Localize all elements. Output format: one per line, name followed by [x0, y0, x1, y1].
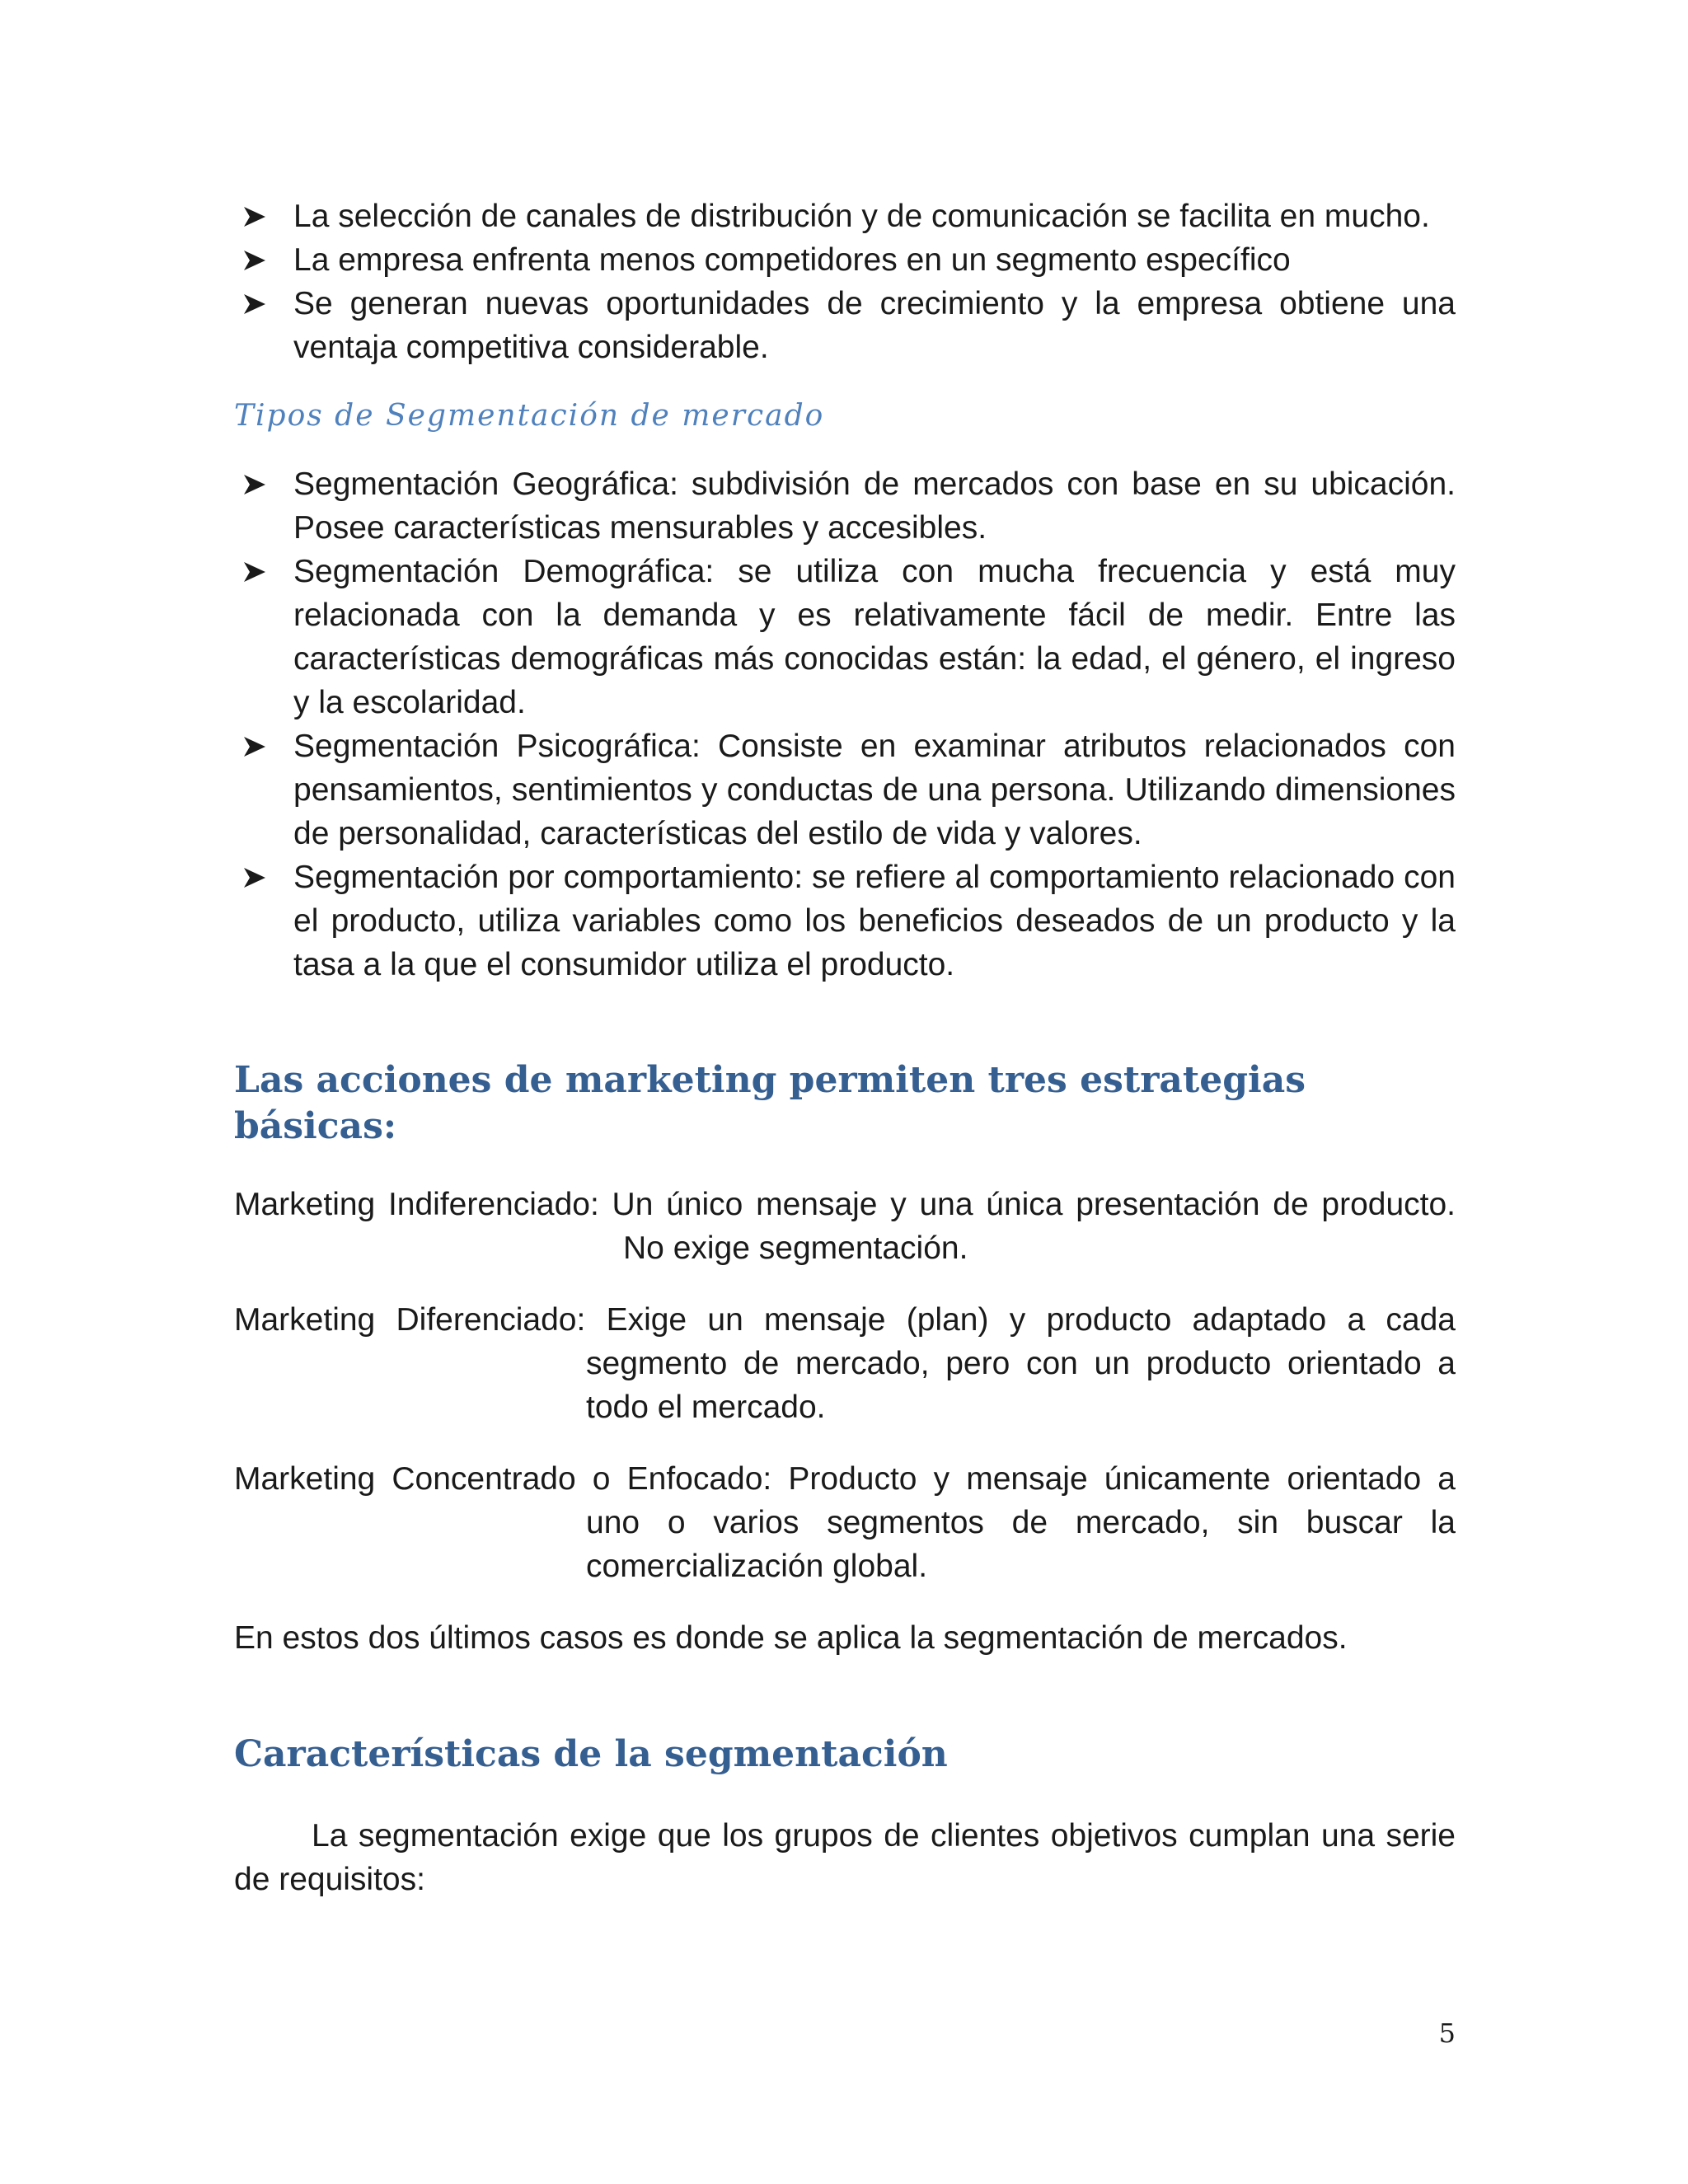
arrowhead-bullet-icon [242, 238, 269, 282]
strategy-first-line: Marketing Concentrado o Enfocado: Producto y mensaje únicamente orientado a [234, 1461, 1456, 1497]
list-item-text: La empresa enfrenta menos competidores en un segmento específico [293, 242, 1291, 278]
list-item-text: Segmentación Demográfica: se utiliza con mucha frecuencia y está muy relacionada con la demanda y es relativamente fácil de medir. Entre las características demográficas más conocidas están: la edad, el género, el ingreso y la escolaridad. [293, 554, 1456, 720]
list-item [234, 194, 1456, 238]
page-content [234, 194, 1456, 1901]
list-item [234, 238, 1456, 282]
list-item [234, 282, 1456, 369]
arrowhead-bullet-icon [242, 550, 269, 593]
arrowhead-bullet-icon [242, 462, 269, 506]
strategy-undifferentiated [234, 1183, 1456, 1270]
arrowhead-bullet-icon [242, 855, 269, 899]
strategy-continuation: No exige segmentación. [623, 1230, 968, 1266]
strategy-first-line: Marketing Indiferenciado: Un único mensaje y una única presentación de producto. [234, 1187, 1456, 1222]
arrowhead-bullet-icon [242, 194, 269, 238]
list-item-text: Se generan nuevas oportunidades de crecimiento y la empresa obtiene una ventaja competitiva considerable. [293, 286, 1456, 365]
strategy-differentiated [234, 1298, 1456, 1429]
section-heading-strategies: Las acciones de marketing permiten tres estrategias básicas: [234, 1059, 1306, 1147]
section-heading-characteristics: Características de la segmentación [234, 1733, 948, 1775]
strategy-continuation: segmento de mercado, pero con un producto orientado a todo el mercado. [586, 1346, 1456, 1425]
arrowhead-bullet-icon [242, 282, 269, 326]
segmentation-types-list [234, 462, 1456, 987]
page-number: 5 [1438, 2018, 1456, 2049]
strategy-concentrated [234, 1457, 1456, 1588]
list-item [234, 462, 1456, 550]
list-item [234, 724, 1456, 855]
section-subheading-types: Tipos de Segmentación de mercado [234, 399, 825, 433]
list-item-text: Segmentación Geográfica: subdivisión de mercados con base en su ubicación. Posee características mensurables y accesibles. [293, 466, 1456, 546]
arrowhead-bullet-icon [242, 724, 269, 768]
strategies-closing-text: En estos dos últimos casos es donde se aplica la segmentación de mercados. [234, 1620, 1348, 1656]
list-item-text: Segmentación por comportamiento: se refiere al comportamiento relacionado con el producto, utiliza variables como los beneficios deseados de un producto y la tasa a la que el consumidor utiliza el producto. [293, 860, 1456, 982]
list-item-text: La selección de canales de distribución y de comunicación se facilita en mucho. [293, 199, 1430, 234]
list-item [234, 855, 1456, 987]
strategy-first-line: Marketing Diferenciado: Exige un mensaje (plan) y producto adaptado a cada [234, 1302, 1456, 1338]
list-item [234, 550, 1456, 724]
characteristics-paragraph: La segmentación exige que los grupos de clientes objetivos cumplan una serie de requisitos: [234, 1818, 1456, 1897]
intro-bullet-list [234, 194, 1456, 369]
strategy-continuation: uno o varios segmentos de mercado, sin buscar la comercialización global. [586, 1505, 1456, 1584]
list-item-text: Segmentación Psicográfica: Consiste en examinar atributos relacionados con pensamientos, sentimientos y conductas de una persona. Utilizando dimensiones de personalidad, características del estilo de vida y valores. [293, 729, 1456, 851]
